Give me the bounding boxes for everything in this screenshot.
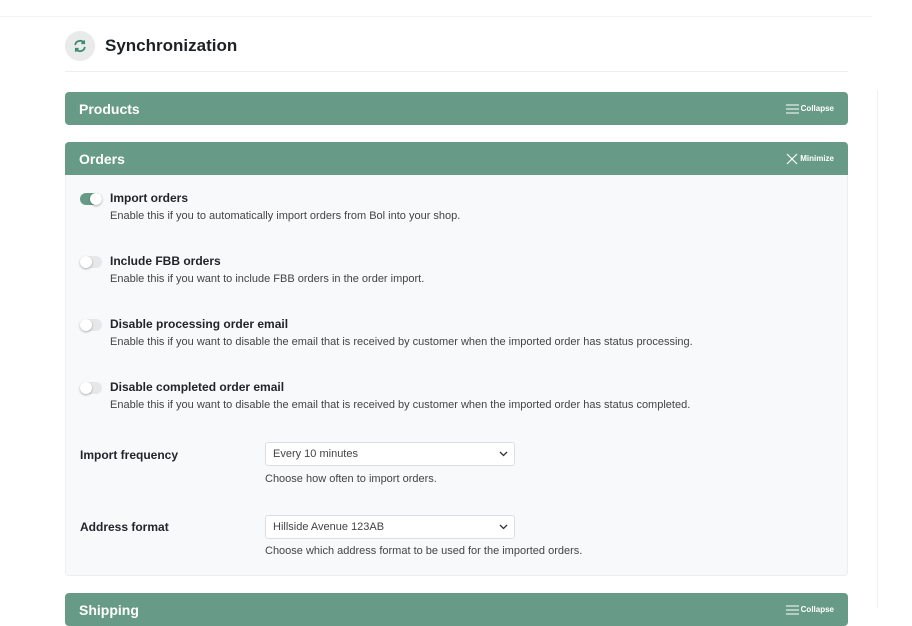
import-frequency-help: Choose how often to import orders. (265, 473, 437, 485)
page-header (65, 31, 848, 72)
close-icon (786, 153, 798, 165)
collapse-button[interactable]: Collapse (786, 104, 834, 114)
disable-processing-email-toggle[interactable] (80, 319, 102, 331)
chevron-down-icon (499, 524, 508, 530)
minimize-button[interactable]: Minimize (786, 153, 834, 165)
disable-completed-email-toggle[interactable] (80, 382, 102, 394)
collapse-button[interactable]: Collapse (786, 605, 834, 615)
shipping-section-header[interactable] (65, 593, 848, 626)
address-format-select[interactable]: Hillside Avenue 123AB (265, 515, 515, 539)
side-divider (877, 90, 878, 608)
sync-icon (65, 31, 95, 61)
orders-section-body: Import orders Enable this if you to automatically import orders from Bol into your shop. Include FBB orders Enable this if you want to include FBB orders in the order import. Disable processing order email Enable this if you want to disable the email that is received by customer when the imported order has status processing. Disable completed order email Enable this if you want to disable the email that is received by customer when the imported order has status completed. Import frequency Every 10 minutes Choose how often to import orders. Address format Hillside Avenue 123AB Choose which address format to be used for the imported orders. (65, 175, 848, 576)
section-title: Orders (79, 150, 125, 167)
menu-icon (786, 104, 799, 114)
products-section-header[interactable] (65, 92, 848, 125)
chevron-down-icon (499, 451, 508, 457)
import-orders-toggle[interactable] (80, 193, 102, 205)
import-frequency-select[interactable]: Every 10 minutes (265, 442, 515, 466)
section-title: Products (79, 100, 140, 117)
menu-icon (786, 605, 799, 615)
top-divider (0, 16, 872, 17)
orders-section-header[interactable] (65, 142, 848, 175)
page-title: Synchronization (105, 36, 238, 55)
import-frequency-label: Import frequency (80, 448, 179, 462)
address-format-label: Address format (80, 520, 169, 534)
section-title: Shipping (79, 601, 139, 618)
address-format-help: Choose which address format to be used for the imported orders. (265, 545, 583, 557)
include-fbb-toggle[interactable] (80, 256, 102, 268)
